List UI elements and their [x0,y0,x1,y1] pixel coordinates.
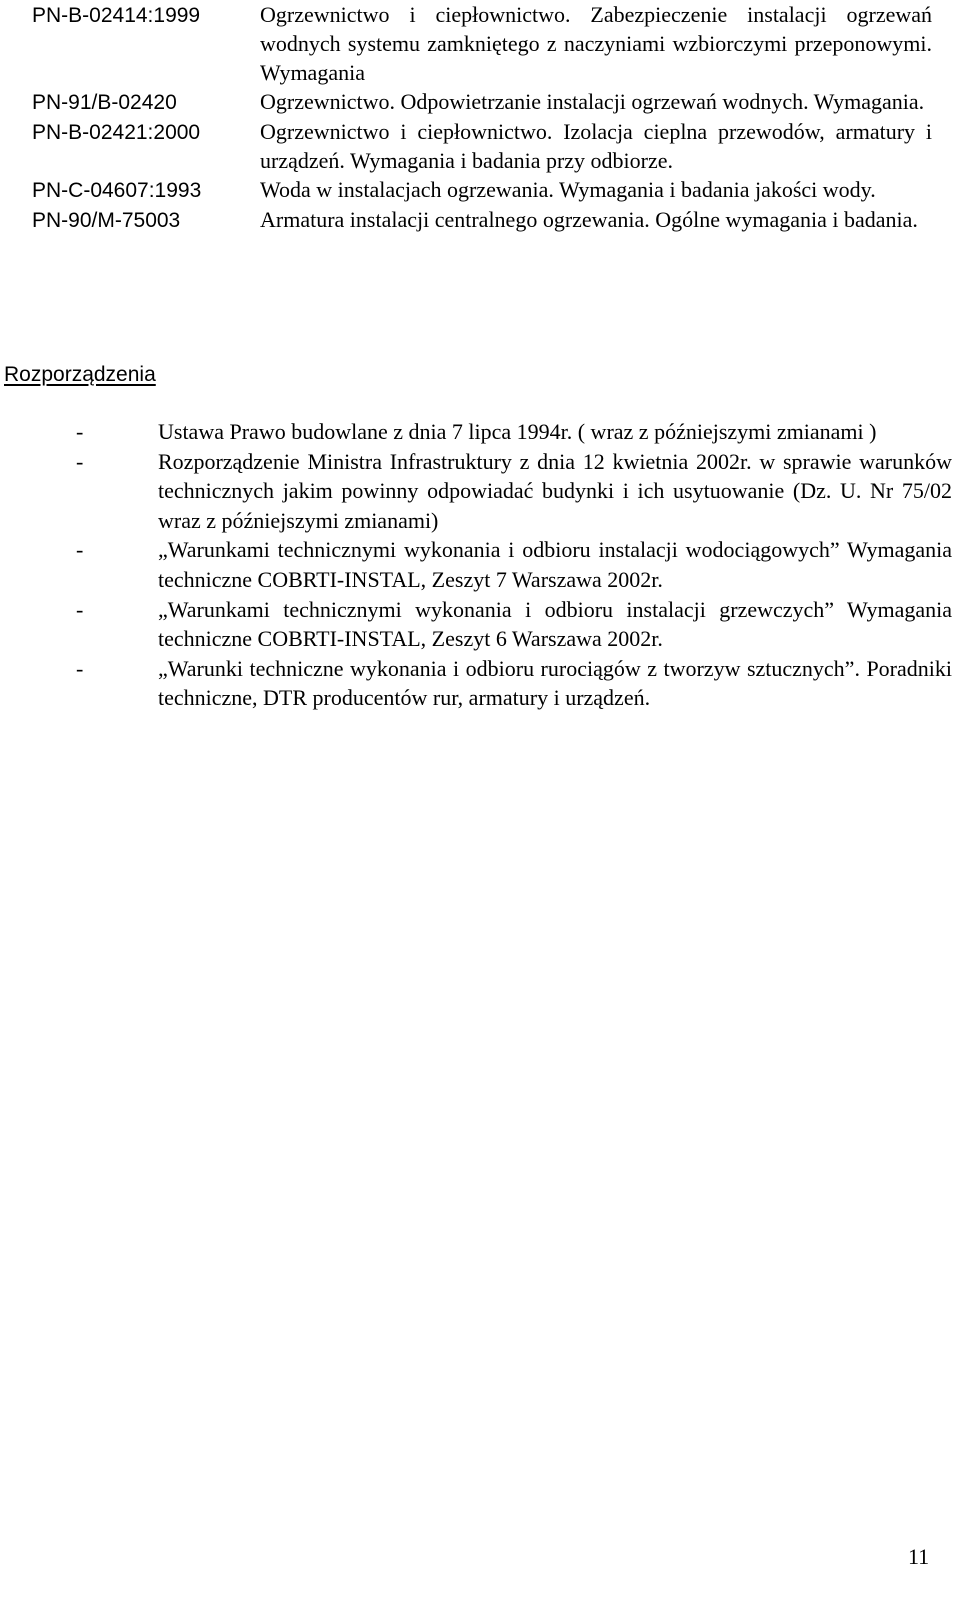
standard-row [32,175,952,205]
list-item [76,535,952,594]
page-number: 11 [908,1544,930,1569]
list-item [76,447,952,536]
standard-code: PN-B-02414:1999 [32,4,201,27]
standard-title: Armatura instalacji centralnego ogrzewania. Ogólne wymagania i badania. [260,207,918,232]
standard-row [32,205,952,235]
regulation-text: „Warunkami technicznymi wykonania i odbioru instalacji wodociągowych” Wymagania techniczne COBRTI-INSTAL, Zeszyt 7 Warszawa 2002r. [158,537,952,592]
regulation-text: „Warunkami technicznymi wykonania i odbioru instalacji grzewczych” Wymagania techniczne COBRTI-INSTAL, Zeszyt 6 Warszawa 2002r. [158,596,952,652]
regulation-text: „Warunki techniczne wykonania i odbioru rurociągów z tworzyw sztucznych”. Poradniki techniczne, DTR producentów rur, armatury i urządzeń. [158,655,952,711]
list-item [76,417,952,447]
list-dash: - [76,655,84,681]
list-dash: - [76,537,84,563]
standard-code: PN-90/M-75003 [32,209,181,232]
regulations-list [76,417,952,713]
regulation-text: Rozporządzenie Ministra Infrastruktury z dnia 12 kwietnia 2002r. w sprawie warunków technicznych jakim powinny odpowiadać budynki i ich usytuowanie (Dz. U. Nr 75/02 wraz z późniejszymi zmianami) [158,448,952,533]
standard-row [32,87,952,117]
list-dash: - [76,419,84,444]
standard-code: PN-C-04607:1993 [32,179,202,202]
regulation-text: Ustawa Prawo budowlane z dnia 7 lipca 1994r. ( wraz z późniejszymi zmianami ) [158,419,877,444]
standard-code: PN-91/B-02420 [32,91,177,114]
standard-code: PN-B-02421:2000 [32,121,201,144]
standard-title: Ogrzewnictwo. Odpowietrzanie instalacji ogrzewań wodnych. Wymagania. [260,89,925,114]
regulations-heading: Rozporządzenia [4,363,156,386]
standard-row [32,0,952,87]
standard-title: Ogrzewnictwo i ciepłownictwo. Izolacja cieplna przewodów, armatury i urządzeń. Wymagania i badania przy odbiorze. [260,119,932,173]
standard-row [32,117,952,175]
list-dash: - [76,596,84,622]
standard-title: Ogrzewnictwo i ciepłownictwo. Zabezpieczenie instalacji ogrzewań wodnych systemu zamkniętego z naczyniami wzbiorczymi przeponowymi. Wymagania [260,2,932,85]
standards-table [32,0,952,235]
list-dash: - [76,448,84,474]
list-item [76,654,952,713]
list-item [76,595,952,654]
standard-title: Woda w instalacjach ogrzewania. Wymagania i badania jakości wody. [260,177,876,202]
